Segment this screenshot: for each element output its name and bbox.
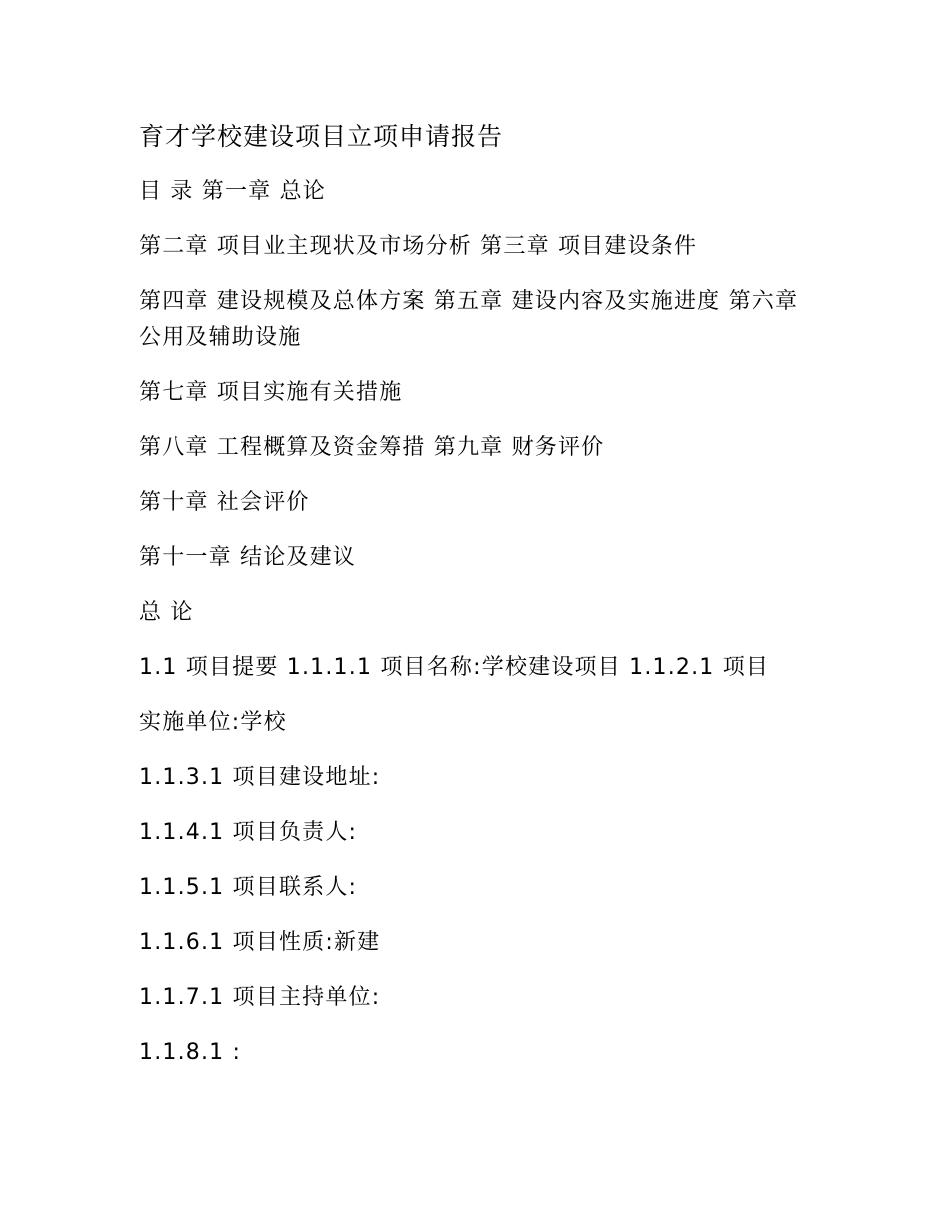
toc-line-chapters-2-3: 第二章 项目业主现状及市场分析 第三章 项目建设条件	[139, 234, 698, 259]
document-body	[139, 118, 829, 1090]
toc-line-chapter-11: 第十一章 结论及建议	[139, 545, 356, 570]
toc-line-chapter-10: 第十章 社会评价	[139, 490, 310, 515]
document-title: 育才学校建设项目立项申请报告	[139, 122, 504, 151]
section-heading-general: 总 论	[139, 600, 194, 625]
project-leader-line: 1.1.4.1 项目负责人:	[139, 820, 358, 845]
toc-line-chapter-7: 第七章 项目实施有关措施	[139, 380, 403, 405]
project-host-unit-line: 1.1.7.1 项目主持单位:	[139, 985, 381, 1010]
project-contact-line: 1.1.5.1 项目联系人:	[139, 875, 358, 900]
toc-line-chapters-8-9: 第八章 工程概算及资金筹措 第九章 财务评价	[139, 435, 605, 460]
implementing-unit-line: 实施单位:学校	[139, 710, 287, 735]
toc-line-contents-chapter-1: 目 录 第一章 总论	[139, 179, 326, 204]
toc-line-chapters-4-6: 第四章 建设规模及总体方案 第五章 建设内容及实施进度 第六章 公用及辅助设施	[139, 289, 799, 350]
project-site-line: 1.1.3.1 项目建设地址:	[139, 765, 381, 790]
item-1-1-8-1-line: 1.1.8.1 :	[139, 1040, 242, 1065]
project-summary-line: 1.1 项目提要 1.1.1.1 项目名称:学校建设项目 1.1.2.1 项目	[139, 655, 770, 680]
project-nature-line: 1.1.6.1 项目性质:新建	[139, 930, 381, 955]
